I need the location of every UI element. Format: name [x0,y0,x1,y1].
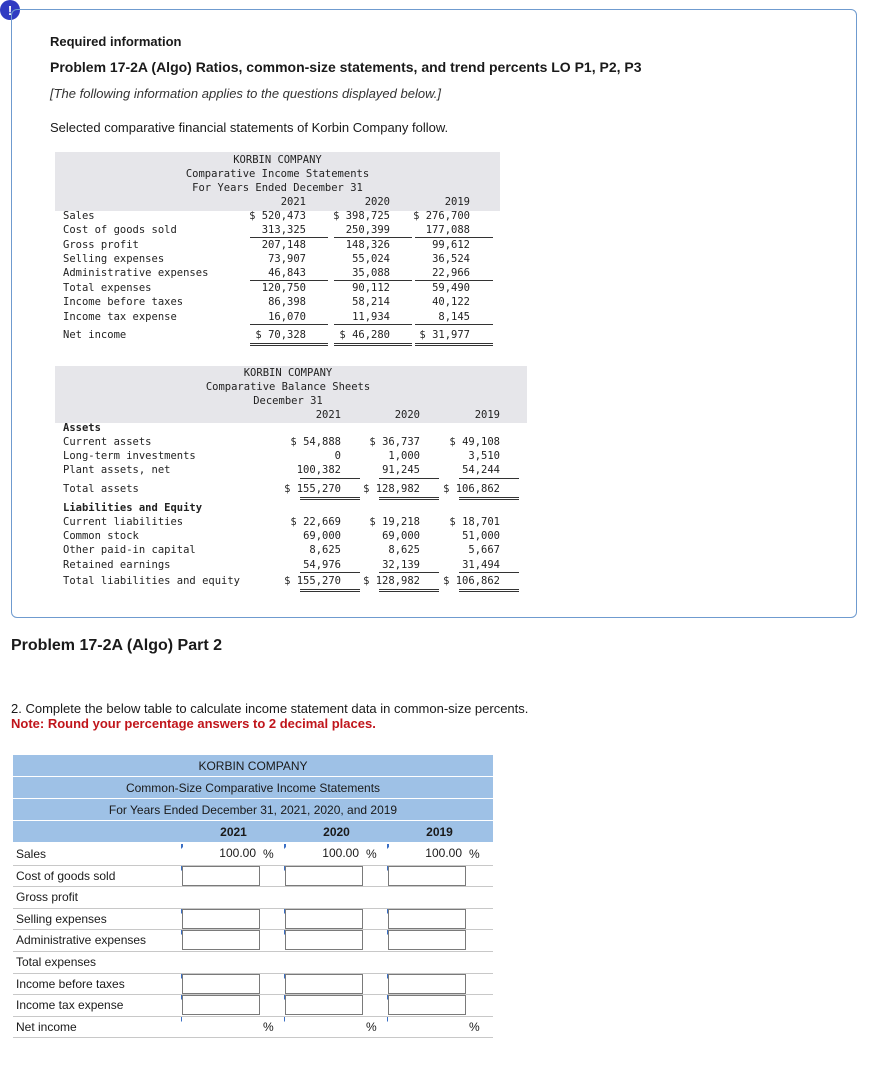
bs-row-label: Long-term investments [63,450,196,462]
cs-year-2019: 2019 [426,825,453,839]
bs-row-value: 32,139 [382,559,420,571]
bs-row-label: Total assets [63,483,139,495]
is-row-value: 313,325 [261,224,306,236]
bs-year-2019: 2019 [474,409,500,421]
bs-row-value: $ 18,701 [449,516,500,528]
bs-row-value: $ 106,862 [443,575,500,587]
is-underline [250,324,328,325]
is-row-value: 55,024 [352,253,390,265]
is-row-value: 40,122 [432,296,470,308]
is-row-value: $ 398,725 [333,210,390,222]
income-statement [55,152,500,348]
cs-percent-sign: % [263,847,274,861]
is-year-2019: 2019 [444,196,470,208]
cs-input[interactable] [285,930,363,950]
is-row-value: 90,112 [352,282,390,294]
is-double-underline [415,343,493,346]
cs-input[interactable] [389,844,465,862]
bs-underline [459,572,519,573]
bs-underline [300,478,360,479]
bs-row-value: 91,245 [382,464,420,476]
cs-row-divider [13,1037,493,1038]
is-title: Comparative Income Statements [185,168,370,180]
bs-double-underline [459,589,519,592]
bs-row-value: $ 19,218 [369,516,420,528]
cs-year-2020: 2020 [323,825,350,839]
bs-row-value: $ 22,669 [290,516,341,528]
bs-row-value: $ 36,737 [369,436,420,448]
cs-year-2021: 2021 [220,825,247,839]
cs-input[interactable] [388,909,466,929]
cs-input[interactable] [182,930,260,950]
is-period: For Years Ended December 31 [192,182,363,194]
balance-sheet [55,366,527,592]
is-row-label: Gross profit [63,239,139,251]
is-row-value: $ 276,700 [413,210,470,222]
is-row-label: Total expenses [63,282,152,294]
cs-input[interactable] [285,995,363,1015]
bs-row-value: 31,494 [462,559,500,571]
bs-row-value: 5,667 [468,544,500,556]
cs-input[interactable] [183,844,259,862]
intro-text: Selected comparative financial statements of Korbin Company follow. [50,120,449,135]
is-row-value: 16,070 [268,311,306,323]
is-underline [334,280,412,281]
is-company: KORBIN COMPANY [233,154,322,166]
is-underline [415,324,493,325]
is-row-value: 148,326 [345,239,390,251]
is-row-value: 58,214 [352,296,390,308]
is-row-value: 46,843 [268,267,306,279]
bs-row-value: 51,000 [462,530,500,542]
cs-row-label: Total expenses [16,955,97,969]
bs-row-value: 8,625 [388,544,420,556]
is-row-value: 73,907 [268,253,306,265]
problem-title: Problem 17-2A (Algo) Ratios, common-size statements, and trend percents LO P1, P2, P3 [50,59,642,75]
bs-row-label: Common stock [63,530,139,542]
cs-input[interactable] [182,1017,260,1037]
cs-input[interactable] [388,995,466,1015]
cs-row-divider [13,951,493,952]
is-row-label: Cost of goods sold [63,224,177,236]
rounding-note: Note: Round your percentage answers to 2 decimal places. [11,716,376,731]
is-row-value: $ 31,977 [419,329,470,341]
cs-input[interactable] [182,995,260,1015]
cs-percent-sign: % [263,1019,274,1034]
cs-period: For Years Ended December 31, 2021, 2020, and 2019 [13,799,493,821]
bs-row-value: $ 49,108 [449,436,500,448]
is-underline [334,237,412,238]
bs-row-value: 8,625 [309,544,341,556]
cs-input[interactable] [388,1017,466,1037]
cs-percent-sign: % [469,847,480,861]
cs-percent-sign: % [366,847,377,861]
bs-double-underline [379,497,439,500]
bs-row-label: Retained earnings [63,559,171,571]
is-year-2020: 2020 [364,196,390,208]
bs-row-value: $ 155,270 [284,483,341,495]
bs-row-value: $ 155,270 [284,575,341,587]
bs-year-2021: 2021 [315,409,341,421]
is-row-value: 86,398 [268,296,306,308]
is-row-value: 99,612 [432,239,470,251]
is-double-underline [250,343,328,346]
is-year-2021: 2021 [280,196,306,208]
is-row-label: Selling expenses [63,253,165,265]
bs-row-value: $ 128,982 [363,575,420,587]
cs-percent-sign: % [469,1019,480,1034]
is-row-value: 120,750 [261,282,306,294]
is-row-label: Administrative expenses [63,267,209,279]
bs-double-underline [459,497,519,500]
bs-double-underline [300,497,360,500]
bs-liab-heading: Liabilities and Equity [63,502,203,514]
cs-percent-sign: % [366,1019,377,1034]
cs-input[interactable] [182,909,260,929]
is-double-underline [334,343,412,346]
is-underline [250,280,328,281]
bs-row-value: $ 128,982 [363,483,420,495]
cs-row-divider [13,886,493,887]
is-row-value: 22,966 [432,267,470,279]
bs-period: December 31 [253,395,323,407]
bs-row-label: Current liabilities [63,516,184,528]
is-row-value: $ 70,328 [255,329,306,341]
bs-row-label: Current assets [63,436,152,448]
cs-company: KORBIN COMPANY [13,755,493,777]
cs-input[interactable] [388,974,466,994]
bs-row-value: 54,244 [462,464,500,476]
is-row-value: 177,088 [425,224,470,236]
is-row-label: Income tax expense [63,311,177,323]
bs-underline [379,572,439,573]
bs-row-label: Other paid-in capital [63,544,196,556]
bs-row-value: 54,976 [303,559,341,571]
bs-row-value: $ 54,888 [290,436,341,448]
bs-underline [379,478,439,479]
cs-input[interactable] [388,930,466,950]
is-row-value: 11,934 [352,311,390,323]
part-title: Problem 17-2A (Algo) Part 2 [11,637,223,654]
is-underline [334,324,412,325]
is-row-value: $ 520,473 [249,210,306,222]
bs-row-value: $ 106,862 [443,483,500,495]
bs-row-value: 0 [334,450,341,462]
bs-row-label: Plant assets, net [63,464,171,476]
cs-title: Common-Size Comparative Income Statements [13,777,493,799]
cs-input[interactable] [388,866,466,886]
cs-row-label: Sales [16,847,47,861]
is-row-value: 207,148 [261,239,306,251]
is-row-value: 35,088 [352,267,390,279]
cs-row-label: Cost of goods sold [16,868,116,883]
bs-assets-heading: Assets [63,422,101,434]
cs-row-label: Selling expenses [16,911,107,926]
bs-row-value: 69,000 [303,530,341,542]
bs-row-value: 3,510 [468,450,500,462]
bs-double-underline [379,589,439,592]
bs-underline [459,478,519,479]
is-row-label: Sales [63,210,95,222]
bs-company: KORBIN COMPANY [243,367,333,379]
bs-underline [300,572,360,573]
is-row-label: Net income [63,329,127,341]
cs-input[interactable] [285,974,363,994]
bs-row-value: 1,000 [388,450,420,462]
is-row-value: $ 46,280 [339,329,390,341]
is-underline [415,280,493,281]
is-row-value: 36,524 [432,253,470,265]
bs-row-label: Total liabilities and equity [63,575,241,587]
cs-input[interactable] [286,844,362,862]
cs-input[interactable] [285,1017,363,1037]
cs-input[interactable] [182,974,260,994]
bs-title: Comparative Balance Sheets [205,381,371,393]
required-info-heading: Required information [50,34,182,49]
bs-row-value: 100,382 [296,464,341,476]
is-row-value: 8,145 [438,311,470,323]
cs-row-label: Net income [16,1019,77,1034]
alert-icon: ! [0,0,20,20]
cs-row-label: Administrative expenses [16,933,147,948]
cs-input[interactable] [182,866,260,886]
cs-input[interactable] [285,909,363,929]
bs-row-value: 69,000 [382,530,420,542]
bs-double-underline [300,589,360,592]
is-row-value: 59,490 [432,282,470,294]
is-underline [250,237,328,238]
is-row-label: Income before taxes [63,296,184,308]
bs-year-2020: 2020 [394,409,420,421]
cs-input[interactable] [285,866,363,886]
is-underline [415,237,493,238]
problem-note: [The following information applies to the questions displayed below.] [50,86,441,101]
cs-row-label: Income tax expense [16,998,124,1013]
cs-row-label: Gross profit [16,890,79,905]
cs-row-label: Income before taxes [16,976,125,991]
is-row-value: 250,399 [345,224,390,236]
question-text: 2. Complete the below table to calculate income statement data in common-size percents. [11,701,529,716]
